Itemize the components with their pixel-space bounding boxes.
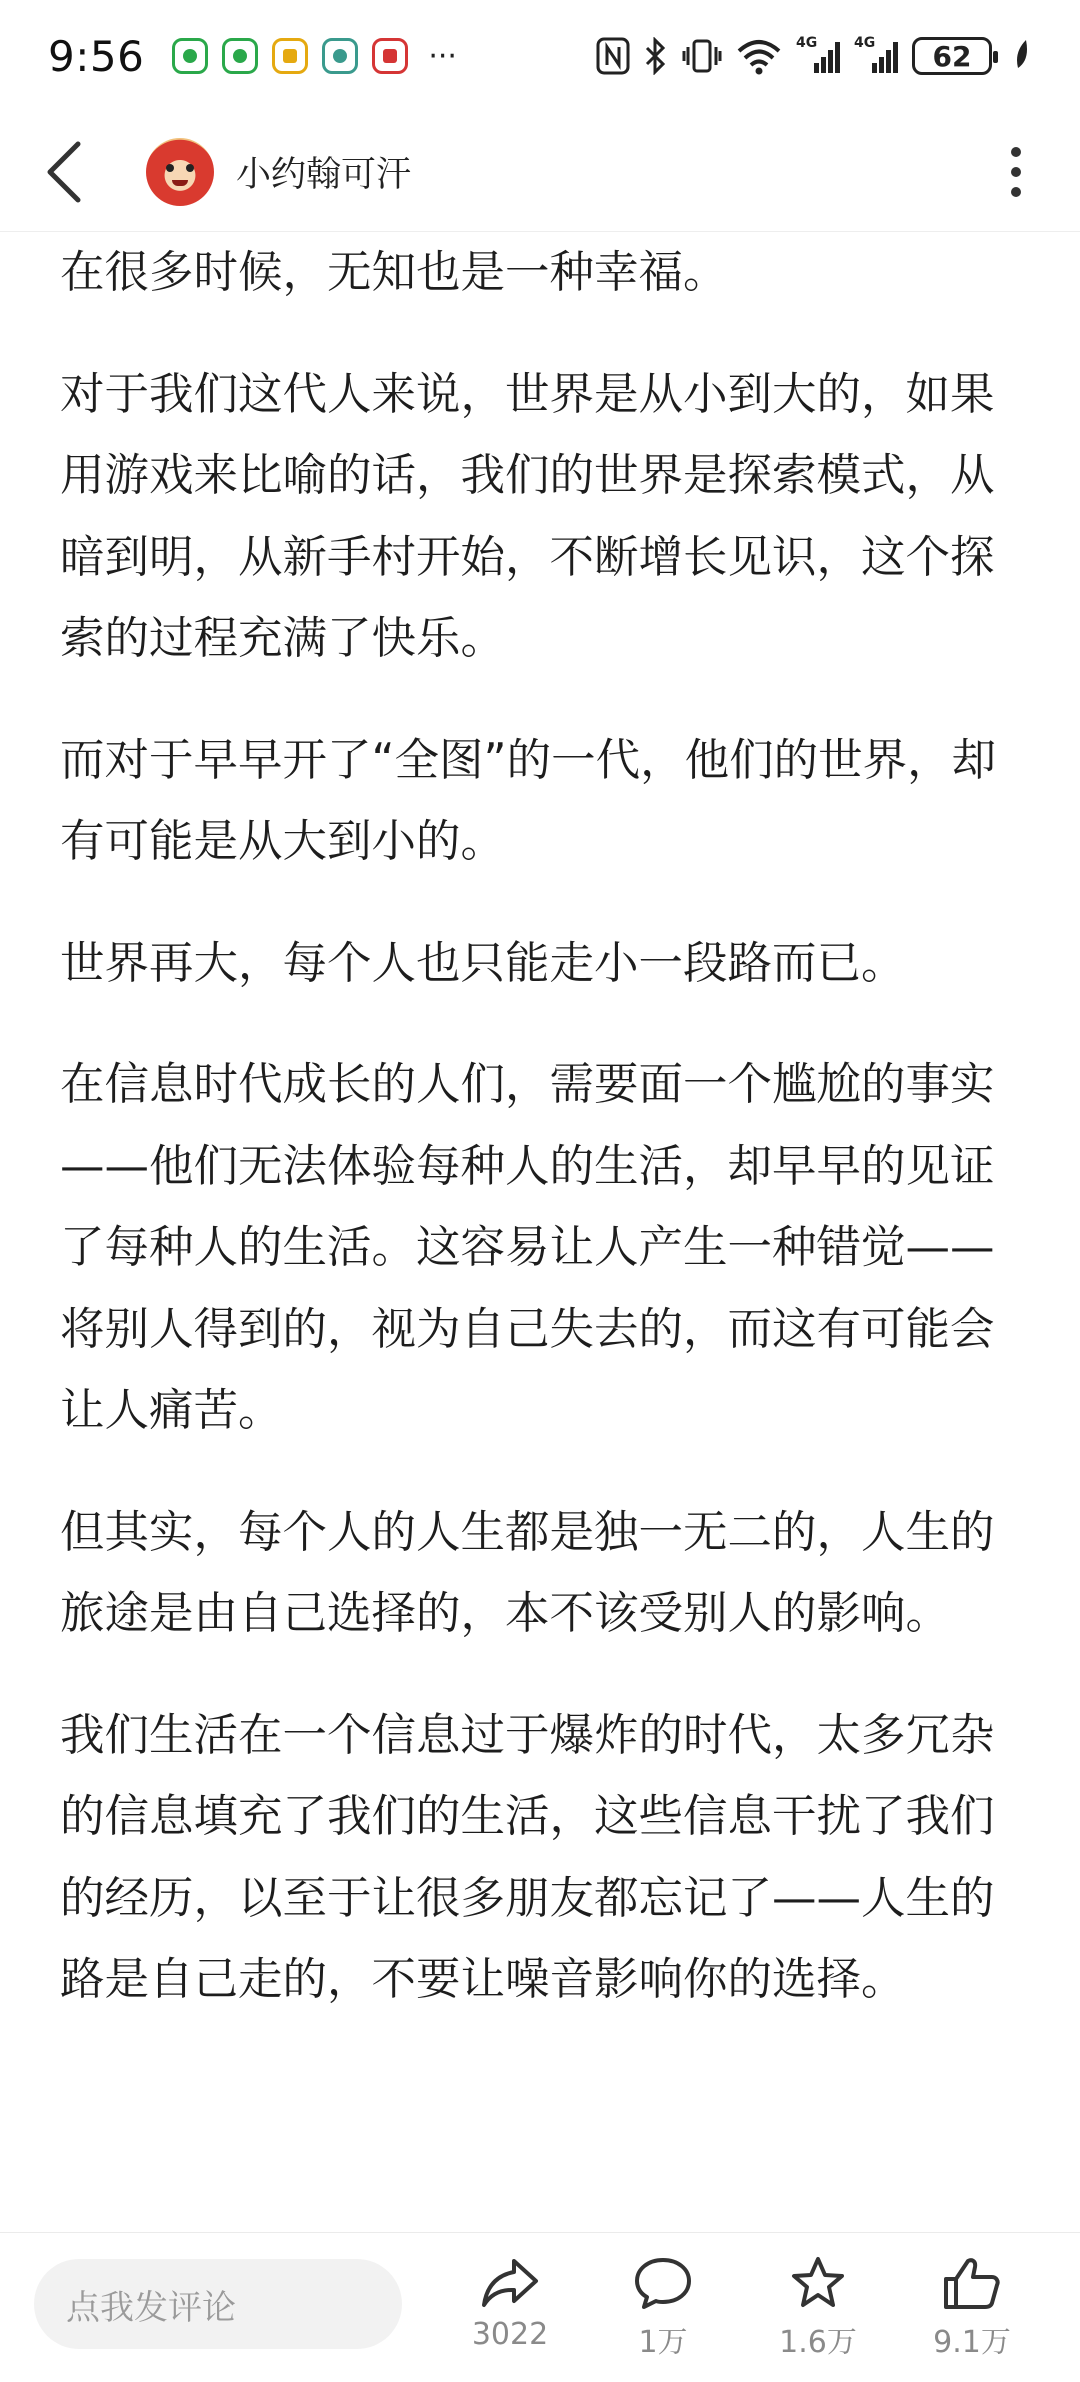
article-paragraph: 而对于早早开了“全图”的一代，他们的世界，却有可能是从大到小的。 (60, 734, 997, 867)
nfc-icon (596, 37, 630, 75)
status-time: 9:56 (48, 31, 145, 81)
wifi-icon (736, 37, 782, 75)
share-icon (480, 2255, 540, 2311)
article-paragraph: 我们生活在一个信息过于爆炸的时代，太多冗杂的信息填充了我们的生活，这些信息干扰了我们的经历，以至于让很多朋友都忘记了——人生的路是自己走的，不要让噪音影响你的选择。 (60, 1709, 995, 2005)
battery-level: 62 (932, 39, 972, 73)
network-type-label: 4G (854, 35, 876, 51)
app-notification-icon (322, 38, 358, 74)
comment-placeholder: 点我发评论 (66, 2287, 236, 2328)
bluetooth-icon (644, 37, 668, 75)
more-notifications-icon: ··· (428, 38, 457, 74)
thumbs-up-icon (942, 2255, 1002, 2311)
battery-icon (912, 37, 992, 75)
article-paragraph: 但其实，每个人的人生都是独一无二的，人生的旅途是由自己选择的，本不该受别人的影响。 (60, 1506, 995, 1639)
favorite-button[interactable] (758, 2255, 878, 2361)
network-type-label: 4G (796, 35, 818, 51)
cellular-signal-1 (796, 37, 840, 75)
share-count: 3022 (471, 2317, 549, 2352)
status-bar (0, 0, 1080, 112)
article-paragraph: 对于我们这代人来说，世界是从小到大的，如果用游戏来比喻的话，我们的世界是探索模式，从暗到明，从新手村开始，不断增长见识，这个探索的过程充满了快乐。 (60, 368, 995, 664)
app-notification-icon (372, 38, 408, 74)
comment-count: 1万 (638, 2325, 688, 2360)
comment-input[interactable] (34, 2259, 402, 2349)
vibrate-icon (682, 37, 722, 75)
author-name[interactable]: 小约翰可汗 (236, 154, 412, 195)
message-notification-icon (222, 38, 258, 74)
more-options-button[interactable] (986, 132, 1046, 212)
favorite-count: 1.6万 (779, 2325, 857, 2360)
star-icon (788, 2255, 848, 2311)
author-avatar[interactable] (146, 138, 214, 206)
article-header (0, 112, 1080, 232)
app-notification-icon (272, 38, 308, 74)
signal-icon (796, 37, 840, 75)
article-paragraph: 在信息时代成长的人们，需要面一个尴尬的事实——他们无法体验每种人的生活，却早早的见证了每种人的生活。这容易让人产生一种错觉——将别人得到的，视为自己失去的，而这有可能会让人痛苦。 (60, 1059, 995, 1436)
charging-leaf-icon (1012, 38, 1032, 74)
signal-icon (854, 37, 898, 75)
cellular-signal-2 (854, 37, 898, 75)
article-paragraph: 世界再大，每个人也只能走小一段路而已。 (60, 937, 906, 989)
article-body (60, 232, 1000, 2061)
back-arrow-icon (44, 140, 84, 204)
comments-button[interactable] (603, 2255, 723, 2361)
article-paragraph: 在很多时候，无知也是一种幸福。 (60, 247, 728, 298)
back-button[interactable] (44, 132, 104, 212)
like-button[interactable] (912, 2255, 1032, 2361)
more-vertical-icon (1010, 146, 1022, 198)
notification-icons (172, 38, 457, 74)
like-count: 9.1万 (933, 2325, 1011, 2360)
wechat-notification-icon (172, 38, 208, 74)
share-button[interactable] (450, 2255, 570, 2352)
comment-bubble-icon (633, 2255, 693, 2311)
bottom-action-bar (0, 2232, 1080, 2382)
